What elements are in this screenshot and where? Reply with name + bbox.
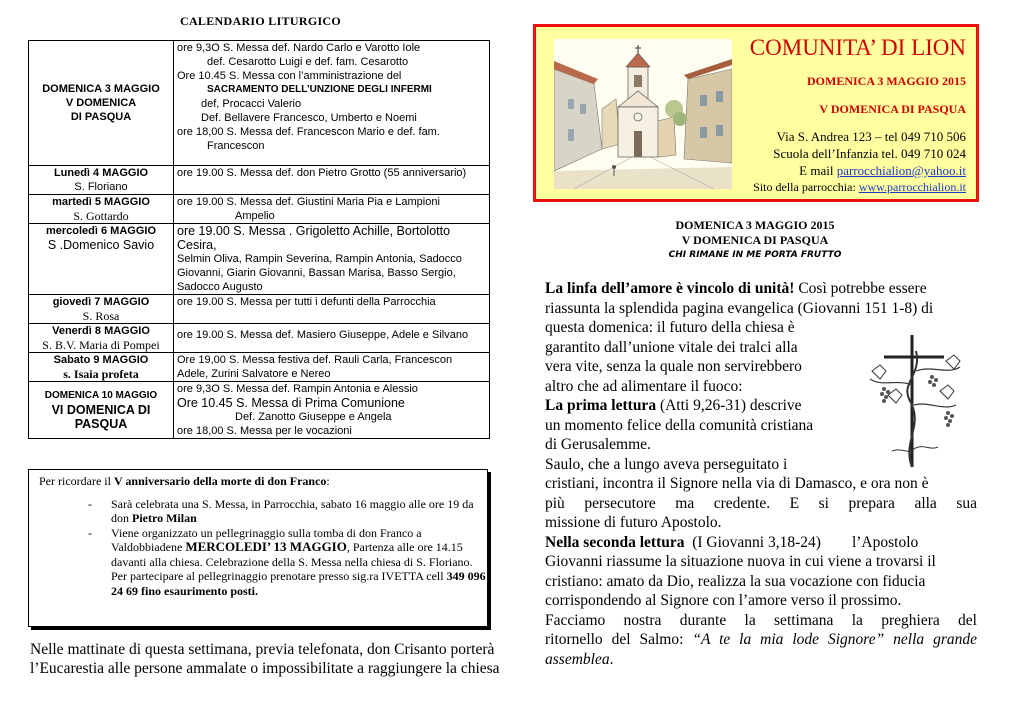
reflection-line: cristiani, incontra il Signore nella via di Damasco, e ora non è — [545, 475, 929, 492]
mass-line: ore 19.00 S. Messa def. Masiero Giuseppe, Adele e Silvano — [177, 329, 469, 341]
day-name: DOMENICA 3 MAGGIO — [42, 83, 160, 95]
item-bold: 349 096 24 69 fino esaurimento posti. — [111, 569, 486, 598]
mass-line: Def. Zanotto Giuseppe e Angela — [235, 411, 392, 423]
calendar-row — [29, 41, 490, 166]
list-item — [111, 497, 487, 526]
day-cell — [29, 166, 174, 195]
mass-cell — [174, 324, 490, 353]
calendar-row — [29, 382, 490, 439]
mass-line: Sadocco Augusto — [177, 281, 263, 293]
mass-line: ore 9,3O S. Messa def. Nardo Carlo e Varotto Iole — [177, 42, 421, 54]
mass-cell — [174, 295, 490, 324]
mass-cell — [174, 41, 490, 166]
mass-line: ore 19.00 S. Messa def. don Pietro Grotto (55 anniversario) — [177, 167, 467, 179]
mass-cell — [174, 353, 490, 382]
reflection-line: un momento felice della comunità cristiana — [545, 416, 814, 434]
mass-line: ore 19.00 S. Messa per tutti i defunti della Parrocchia — [177, 296, 436, 308]
email-label: E mail — [799, 163, 837, 178]
email-line — [799, 163, 966, 179]
reflection-line: di Gerusalemme. — [545, 436, 651, 453]
intro-bold: V anniversario della morte di don Franco — [113, 474, 327, 488]
website-label: Sito della parrocchia: — [753, 180, 859, 194]
reflection-text-span: (I Giovanni 3,18-24) l’Apostolo — [684, 533, 919, 551]
anniversary-list — [29, 497, 487, 599]
mass-line: def, Procacci Valerio — [201, 98, 302, 110]
gospel-date: DOMENICA 3 MAGGIO 2015 — [675, 218, 835, 232]
gospel-sunday: V DOMENICA DI PASQUA — [681, 233, 829, 247]
mass-line: ore 19.00 S. Messa def. Giustini Maria Pia e Lampioni — [177, 196, 440, 208]
day-cell — [29, 195, 174, 224]
reflection-text-span: ritornello del Salmo: — [545, 631, 693, 648]
school-phone: Scuola dell’Infanzia tel. 049 710 024 — [773, 146, 966, 161]
reflection-text — [545, 279, 977, 669]
day-saint: S. Gottardo — [73, 209, 129, 223]
day-saint: s. Isaia profeta — [63, 367, 139, 381]
day-name: martedì 5 MAGGIO — [52, 196, 150, 208]
sacrament-line: SACRAMENTO DELL’UNZIONE DEGLI INFERMI — [207, 84, 432, 95]
reflection-bold: Nella seconda lettura — [545, 533, 685, 551]
intro-text: Per ricordare il — [39, 474, 114, 488]
reflection-line: altro che ad alimentare il fuoco: — [545, 377, 743, 395]
reflection-bold: La prima lettura — [545, 397, 657, 414]
calendar-title: CALENDARIO LITURGICO — [180, 14, 342, 28]
reflection-line: corrispondendo al Signore con l’amore verso il prossimo. — [545, 592, 902, 609]
gospel-motto: CHI RIMANE IN ME PORTA FRUTTO — [668, 250, 842, 260]
reflection-line: più persecutore ma credente. E si prepara alla sua — [545, 494, 977, 512]
day-liturgy: VI DOMENICA DI — [51, 403, 151, 417]
reflection-text-span: (Atti 9,26-31) descrive — [656, 397, 802, 414]
mass-cell — [174, 195, 490, 224]
reflection-bold: La linfa dell’amore è vincolo di unità! — [545, 280, 795, 297]
day-liturgy: DI PASQUA — [70, 111, 132, 123]
day-saint: S .Domenico Savio — [47, 238, 155, 252]
list-item — [111, 526, 487, 599]
item-text: , Partenza alle ore 14.15 davanti alla chiesa. Celebrazione della S. Messa nella chiesa di S. Floriano. Per partecipare al pellegrinaggio prenotare presso sig.ra IVETTA cell — [111, 540, 473, 583]
anniversary-intro — [39, 474, 487, 489]
liturgical-calendar-table — [28, 40, 490, 439]
item-bold: MERCOLEDI’ 13 MAGGIO — [185, 539, 347, 554]
day-name: giovedì 7 MAGGIO — [52, 296, 150, 308]
reflection-line: garantito dall’unione vitale dei tralci alla — [545, 338, 798, 356]
mass-cell — [174, 382, 490, 439]
psalm-refrain: “A te la mia lode Signore” nella grande assemblea — [545, 631, 977, 668]
reflection-line: cristiano: amato da Dio, realizza la sua vocazione con fiducia — [545, 572, 926, 590]
day-liturgy: V DOMENICA — [65, 97, 137, 109]
day-name: Sabato 9 MAGGIO — [53, 354, 149, 366]
mass-line: Selmin Oliva, Rampin Severina, Rampin Antonia, Sadocco — [177, 253, 462, 265]
calendar-row — [29, 195, 490, 224]
reflection-text-span: . — [609, 650, 614, 668]
mass-line: Ampelio — [235, 210, 275, 222]
parish-address: Via S. Andrea 123 – tel 049 710 506 — [776, 129, 966, 144]
calendar-row — [29, 224, 490, 295]
header-date: DOMENICA 3 MAGGIO 2015 — [807, 74, 966, 88]
gospel-header — [553, 218, 957, 263]
reflection-line — [545, 279, 977, 299]
mass-line: def. Cesarotto Luigi e def. fam. Cesarotto — [207, 56, 409, 68]
calendar-row — [29, 295, 490, 324]
reflection-line: Facciamo nostra durante la settimana la preghiera del — [545, 611, 977, 629]
reflection-line — [545, 396, 837, 416]
day-cell — [29, 41, 174, 166]
item-text: Viene organizzato un pellegrinaggio sulla tomba di don Franco a Valdobbiadene — [111, 525, 422, 554]
website-line — [753, 180, 966, 195]
mass-line: Ore 19,00 S. Messa festiva def. Rauli Carla, Francescon — [177, 354, 453, 366]
reflection-line: Giovanni riassume la situazione nuova in cui viene a trovarsi il — [545, 553, 936, 570]
day-cell — [29, 324, 174, 353]
mass-line: ore 18,00 S. Messa def. Francescon Mario e def. fam. — [177, 126, 440, 138]
item-text: Sarà celebrata una S. Messa, in Parrocchia, sabato 16 maggio alle ore 19 da don — [111, 496, 474, 525]
calendar-row — [29, 353, 490, 382]
day-cell — [29, 382, 174, 439]
day-liturgy: PASQUA — [74, 417, 128, 431]
reflection-line: riassunta la splendida pagina evangelica (Giovanni 151 1-8) di — [545, 299, 934, 317]
email-link[interactable]: parrocchialion@yahoo.it — [836, 163, 966, 178]
reflection-line: Saulo, che a lungo aveva perseguitato i — [545, 455, 788, 473]
reflection-line: missione di futuro Apostolo. — [545, 514, 722, 531]
mass-line: Ore 10.45 S. Messa con l’amministrazione del — [177, 70, 402, 82]
mass-line: Def. Bellavere Francesco, Umberto e Noemi — [201, 112, 417, 124]
item-bold: Pietro Milan — [132, 511, 197, 525]
reflection-line: vera vite, senza la quale non servirebbero — [545, 358, 802, 375]
mass-line: Francescon — [207, 140, 265, 152]
day-name: DOMENICA 10 MAGGIO — [44, 390, 158, 401]
website-link[interactable]: www.parrocchialion.it — [858, 180, 966, 194]
day-name: mercoledì 6 MAGGIO — [45, 225, 157, 237]
day-saint: S. B.V. Maria di Pompei — [42, 338, 160, 352]
parish-title: COMUNITA’ DI LION — [749, 35, 966, 60]
mass-line: Giovanni, Giarin Giovanni, Bassan Marisa, Basso Sergio, — [177, 267, 456, 279]
reflection-line — [545, 533, 977, 553]
mass-line: Adele, Zurini Salvatore e Nereo — [177, 368, 331, 380]
day-saint: S. Rosa — [82, 309, 120, 323]
day-cell — [29, 295, 174, 324]
day-saint: S. Floriano — [74, 181, 128, 193]
day-cell — [29, 353, 174, 382]
reflection-text-span: Così potrebbe essere — [794, 280, 927, 297]
calendar-row — [29, 166, 490, 195]
day-cell — [29, 224, 174, 295]
anniversary-box — [28, 469, 488, 627]
header-sunday: V DOMENICA DI PASQUA — [819, 102, 966, 116]
intro-text: : — [326, 474, 330, 488]
mass-cell — [174, 224, 490, 295]
calendar-row — [29, 324, 490, 353]
reflection-line — [545, 630, 977, 669]
day-name: Venerdì 8 MAGGIO — [52, 325, 150, 337]
mass-line: ore 19.00 S. Messa . Grigoletto Achille, Bortolotto Cesira, — [177, 224, 451, 252]
mass-line: Ore 10.45 S. Messa di Prima Comunione — [177, 396, 405, 410]
eucharist-note: Nelle mattinate di questa settimana, previa telefonata, don Crisanto porterà l’Eucarestia alle persone ammalate o impossibilitate a raggiungere la chiesa — [30, 641, 500, 677]
reflection-line: questa domenica: il futuro della chiesa è — [545, 319, 795, 336]
mass-line: ore 18,00 S. Messa per le vocazioni — [177, 425, 352, 437]
parish-header — [533, 24, 979, 202]
church-drawing — [554, 39, 732, 189]
mass-line: ore 9,3O S. Messa def. Rampin Antonia e Alessio — [177, 383, 418, 395]
day-name: Lunedì 4 MAGGIO — [53, 167, 149, 179]
mass-cell — [174, 166, 490, 195]
